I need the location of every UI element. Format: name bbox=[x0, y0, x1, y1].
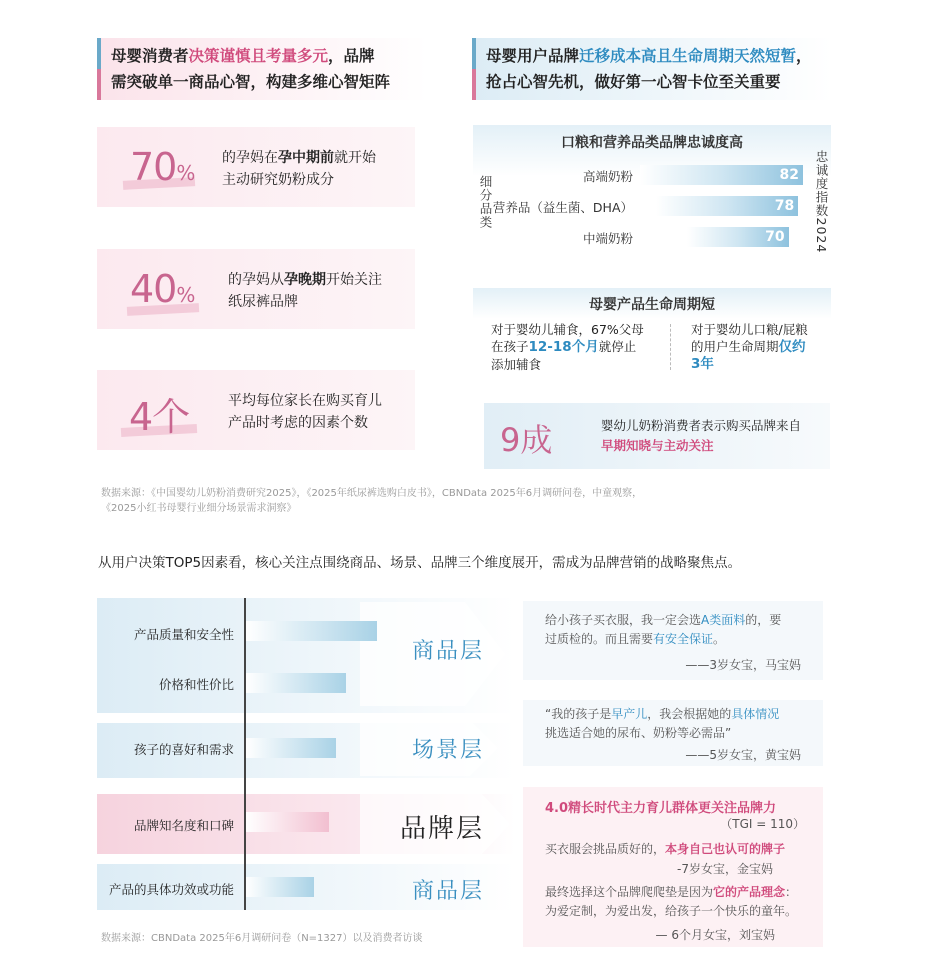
factor-bar bbox=[246, 877, 314, 897]
stat-text: 的孕妈从孕晚期开始关注 纸尿裤品牌 bbox=[228, 272, 382, 310]
loyalty-bar-value: 70 bbox=[765, 229, 785, 245]
section-title: 从用户决策TOP5因素看，核心关注点围绕商品、场景、品牌三个维度展开，需成为品牌营销的战略聚焦点。 bbox=[98, 555, 742, 571]
lifecycle-title: 母婴产品生命周期短 bbox=[589, 297, 715, 313]
quote-brand-title: 4.0精长时代主力育儿群体更关注品牌力 bbox=[545, 801, 777, 816]
layer-label-product-2: 商品层 bbox=[412, 879, 485, 904]
loyalty-chart-ylabel: 细分品类 bbox=[478, 175, 493, 229]
lifecycle-divider bbox=[670, 324, 671, 370]
header-right-line2: 抢占心智先机，做好第一心智卡位至关重要 bbox=[486, 73, 781, 91]
loyalty-chart-title: 口粮和营养品类品牌忠诚度高 bbox=[561, 135, 743, 151]
source-note-bottom: 数据来源：CBNData 2025年6月调研问卷（N=1327）以及消费者访谈 bbox=[101, 933, 423, 944]
nine-panel bbox=[484, 403, 830, 469]
loyalty-bar-value: 82 bbox=[779, 167, 799, 183]
lifecycle-right-text: 对于婴幼儿口粮/屁粮 的用户生命周期仅约 3年 bbox=[691, 322, 808, 372]
stat-number: 70% bbox=[130, 145, 195, 189]
quote-text: 买衣服会挑品质好的，本身自己也认可的牌子 bbox=[545, 842, 786, 856]
header-left-highlight: 决策谨慎且考量多元 bbox=[188, 47, 329, 65]
factor-bar bbox=[246, 621, 377, 641]
header-accent-blue bbox=[97, 38, 101, 69]
loyalty-bar-label: 高端奶粉 bbox=[582, 169, 633, 184]
quote-text: 给小孩子买衣服，我一定会选A类面料的，要 过质检的。而且需要有安全保证。 bbox=[545, 613, 782, 646]
quote-source: -7岁女宝，金宝妈 bbox=[677, 862, 773, 876]
stat-card-70 bbox=[97, 127, 415, 207]
quote-box-3 bbox=[523, 787, 823, 947]
header-left-text: 母婴消费者 bbox=[111, 47, 189, 65]
quote-box-1 bbox=[523, 601, 823, 680]
factor-bar bbox=[246, 738, 336, 758]
header-left bbox=[97, 38, 427, 100]
header-accent-pink bbox=[97, 69, 101, 100]
factor-label: 产品质量和安全性 bbox=[133, 627, 234, 642]
stat-text: 的孕妈在孕中期前就开始 主动研究奶粉成分 bbox=[222, 150, 376, 188]
loyalty-bar bbox=[687, 227, 789, 247]
header-right-highlight: 迁移成本高且生命周期天然短暂 bbox=[579, 47, 797, 65]
stat-number: 40% bbox=[130, 267, 195, 311]
factor-label: 价格和性价比 bbox=[158, 677, 234, 692]
layer-label-scene: 场景层 bbox=[412, 738, 485, 763]
lifecycle-left-text: 对于婴幼儿辅食，67%父母 在孩子12-18个月就停止 添加辅食 bbox=[491, 322, 644, 372]
header-right bbox=[472, 38, 832, 100]
layer-label-product: 商品层 bbox=[412, 639, 485, 664]
stat-card-4 bbox=[97, 370, 415, 450]
loyalty-chart-xlabel: 忠诚度指数2024 bbox=[814, 150, 829, 254]
loyalty-bar-label: 中端奶粉 bbox=[582, 231, 633, 246]
stat-card-40 bbox=[97, 249, 415, 329]
nine-number: 9成 bbox=[500, 421, 553, 459]
header-right-text: 母婴用户品牌 bbox=[486, 47, 580, 65]
quote-text: “我的孩子是早产儿，我会根据她的具体情况 挑选适合她的尿布、奶粉等必需品” bbox=[545, 707, 780, 740]
factor-bar bbox=[246, 673, 346, 693]
factor-label: 产品的具体功效或功能 bbox=[108, 882, 234, 897]
quote-source: ——3岁女宝，马宝妈 bbox=[685, 658, 801, 672]
stat-number: 4个 bbox=[129, 395, 190, 439]
quote-source: ——5岁女宝，黄宝妈 bbox=[685, 748, 801, 762]
header-left-line2: 需突破单一商品心智，构建多维心智矩阵 bbox=[111, 73, 391, 91]
lifecycle-panel bbox=[473, 288, 831, 376]
layer-label-brand: 品牌层 bbox=[400, 814, 485, 844]
loyalty-bar-label: 营养品（益生菌、DHA） bbox=[492, 200, 633, 215]
nine-text: 婴幼儿奶粉消费者表示购买品牌来自 早期知晓与主动关注 bbox=[601, 418, 802, 453]
header-accent-blue bbox=[472, 38, 476, 69]
quote-tgi: （TGI = 110） bbox=[720, 817, 805, 831]
quote-source: — 6个月女宝，刘宝妈 bbox=[655, 928, 775, 942]
loyalty-bar-value: 78 bbox=[774, 198, 795, 214]
quote-box-2 bbox=[523, 700, 823, 766]
stat-text: 平均每位家长在购买育儿 产品时考虑的因素个数 bbox=[228, 393, 382, 431]
loyalty-bar bbox=[640, 165, 803, 185]
quote-text: 最终选择这个品牌爬爬垫是因为它的产品理念： 为爱定制，为爱出发，给孩子一个快乐的童年。 bbox=[545, 885, 798, 918]
source-note-top: 数据来源：《中国婴幼儿奶粉消费研究2025》，《2025年纸尿裤选购白皮书》，CBNData 2025年6月调研问卷，中童观察， 《2025小红书母婴行业细分场景需求洞察》 bbox=[101, 488, 643, 514]
header-left-text: ，品牌 bbox=[328, 47, 375, 65]
factor-label: 品牌知名度和口碑 bbox=[133, 818, 234, 833]
header-accent-pink bbox=[472, 69, 476, 100]
loyalty-bar bbox=[656, 196, 799, 216]
factor-bar bbox=[246, 812, 329, 832]
factor-label: 孩子的喜好和需求 bbox=[133, 742, 234, 757]
header-right-text: ， bbox=[796, 47, 812, 65]
